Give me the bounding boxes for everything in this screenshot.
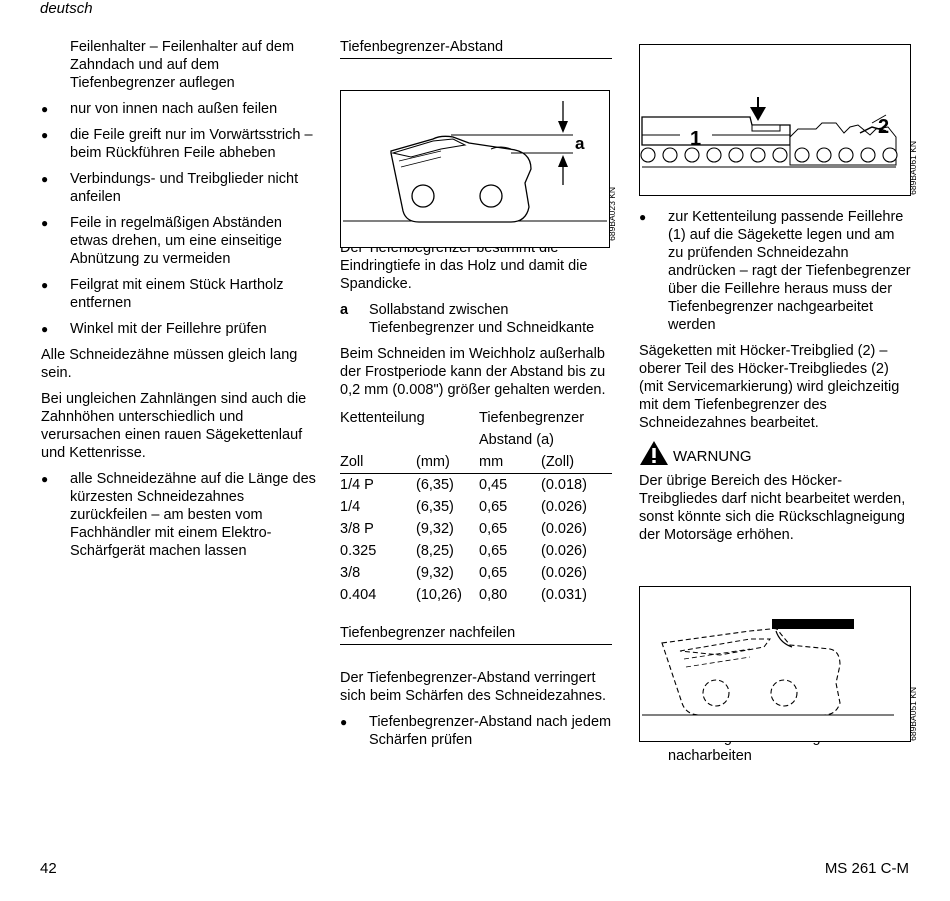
table-row: 0.325 (8,25) 0,65 (0.026) xyxy=(340,543,587,559)
page-number: 42 xyxy=(40,860,57,877)
list-item: ● Winkel mit der Feillehre prüfen xyxy=(41,320,316,338)
model-name: MS 261 C-M xyxy=(824,860,909,877)
warning-label: WARNUNG xyxy=(673,448,752,465)
table-row: 1/4 (6,35) 0,65 (0.026) xyxy=(340,499,587,515)
paragraph: Bei ungleichen Zahnlängen sind auch die Zahnhöhen unterschiedlich und verursachen einen rauen Sägekettenlauf und Kettenrisse. xyxy=(41,391,307,461)
cutter-illustration xyxy=(341,91,609,247)
depth-gauge-table xyxy=(340,407,612,606)
file-holder-instruction: Feilenhalter – Feilenhalter auf dem Zahndach und auf dem Tiefenbegrenzer auflegen xyxy=(70,39,295,91)
language-label: deutsch xyxy=(40,0,93,17)
table-row: 1/4 P (6,35) 0,45 (0.018) xyxy=(340,477,587,493)
table-unit: mm xyxy=(479,451,541,474)
definition-text: Sollabstand zwischen Tiefenbegrenzer und Schneidkante xyxy=(369,302,595,336)
table-header: Kettenteilung xyxy=(340,410,425,426)
paragraph: Der Tiefenbegrenzer-Abstand verringert sich beim Schärfen des Schneidezahnes. xyxy=(340,670,606,704)
table-row: 3/8 P (9,32) 0,65 (0.026) xyxy=(340,521,587,537)
table-row: 0.404 (10,26) 0,80 (0.031) xyxy=(340,587,587,603)
table-unit: (Zoll) xyxy=(541,451,612,474)
list-item: ● nacharbeiten xyxy=(639,729,911,765)
figure-flush-gauge xyxy=(639,586,918,742)
list-item: ● nur von innen nach außen feilen xyxy=(41,100,316,118)
figure-label-a: a xyxy=(575,134,585,153)
table-header: Tiefenbegrenzer xyxy=(479,410,585,426)
table-unit: (mm) xyxy=(416,451,479,474)
table-unit: Zoll xyxy=(340,451,416,474)
paragraph: Beim Schneiden im Weichholz außerhalb der Frostperiode kann der Abstand bis zu 0,2 mm (0.008") größer gehalten werden. xyxy=(340,346,606,398)
chain-gauge-illustration xyxy=(640,45,910,195)
paragraph: Sägeketten mit Höcker-Treibglied (2) – oberer Teil des Höcker-Treibgliedes (2) (mit Servicemarkierung) wird gleichzeitig mit dem Tiefenbegrenzer des Schneidezahnes bearbeitet. xyxy=(639,343,900,431)
section-heading-depth-gauge: Tiefenbegrenzer-Abstand xyxy=(340,38,612,59)
figure-code: 689BA061 KN xyxy=(908,141,918,195)
list-item: ● Verbindungs- und Treibglieder nicht anfeilen xyxy=(41,170,316,206)
figure-code: 689BA023 KN xyxy=(607,187,617,241)
definition-item xyxy=(340,301,612,337)
list-item: ● Feilgrat mit einem Stück Hartholz entfernen xyxy=(41,276,316,312)
table-row: 3/8 (9,32) 0,65 (0.026) xyxy=(340,565,587,581)
figure-code: 689BA051 KN xyxy=(908,687,918,741)
table-header: Abstand (a) xyxy=(479,432,554,448)
paragraph: Alle Schneidezähne müssen gleich lang sein. xyxy=(41,347,298,381)
list-item: ● Feile in regelmäßigen Abständen etwas drehen, um eine einseitige Abnützung zu vermeiden xyxy=(41,214,316,268)
list-item: ● zur Kettenteilung passende Feillehre (1) auf die Sägekette legen und am zu prüfenden Schneidezahn andrücken – ragt der Tiefenbegrenzer über die Feillehre heraus muss der Tiefenbegrenzer nachgearbeitet werden xyxy=(639,208,911,334)
warning-text: Der übrige Bereich des Höcker-Treibgliedes darf nicht bearbeitet werden, sonst könnte sich die Rückschlagneigung der Motorsäge erhöhen. xyxy=(639,473,906,543)
list-item: ● alle Schneidezähne auf die Länge des kürzesten Schneidezahnes zurückfeilen – am besten vom Fachhändler mit einem Elektro-Schärfgerät machen lassen xyxy=(41,470,316,560)
column-left xyxy=(41,38,316,568)
warning-triangle-icon xyxy=(639,440,669,466)
figure-label-2: 2 xyxy=(878,116,890,138)
warning-heading xyxy=(639,440,911,466)
list-item: ● die Feile greift nur im Vorwärtsstrich – beim Rückführen Feile abheben xyxy=(41,126,316,162)
section-heading-refile: Tiefenbegrenzer nachfeilen xyxy=(340,624,612,645)
figure-depth-gauge xyxy=(340,90,617,248)
definition-key: a xyxy=(340,302,349,318)
figure-label-1: 1 xyxy=(690,128,702,150)
paragraph: Eindringtiefe in das Holz und damit die Spandicke. xyxy=(340,258,588,292)
list-item: ● Tiefenbegrenzer-Abstand nach jedem Schärfen prüfen xyxy=(340,713,612,749)
depth-gauge-refile-illustration xyxy=(640,587,910,741)
figure-file-gauge xyxy=(639,44,918,196)
